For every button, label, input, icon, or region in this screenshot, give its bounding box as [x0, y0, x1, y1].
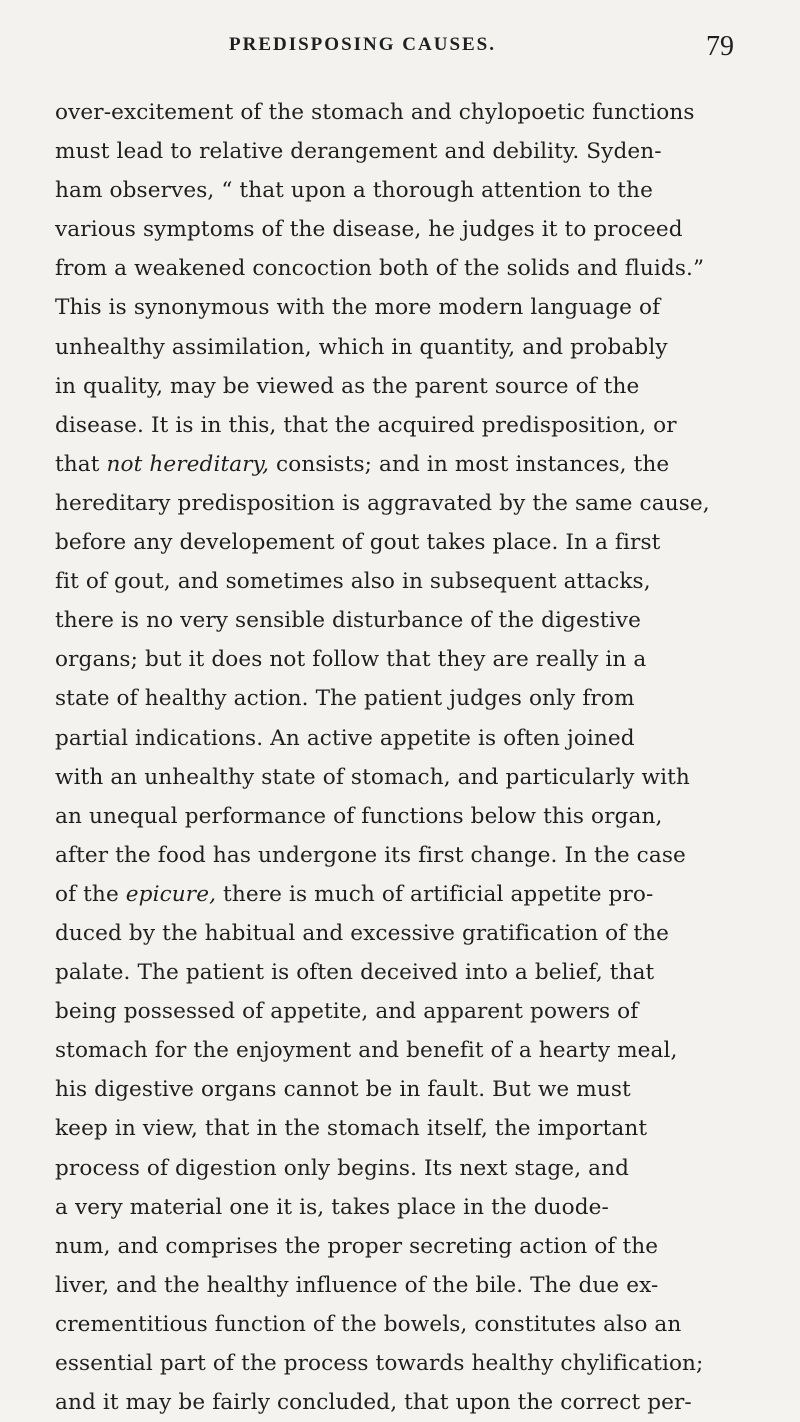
text-line: and it may be fairly concluded, that upon the correct per-	[55, 1390, 692, 1416]
italic-phrase: not hereditary,	[106, 451, 270, 477]
text-line: various symptoms of the disease, he judges it to proceed	[55, 217, 683, 243]
text-line: disease. It is in this, that the acquired predisposition, or	[55, 412, 677, 438]
text-line: must lead to relative derangement and debility. Syden-	[55, 139, 662, 165]
text-line: unhealthy assimilation, which in quantity, and probably	[55, 334, 668, 360]
text-line	[55, 875, 770, 914]
text-line: num, and comprises the proper secreting action of the	[55, 1233, 659, 1259]
text-line: crementitious function of the bowels, constitutes also an	[55, 1311, 682, 1337]
running-head: PREDISPOSING CAUSES.	[229, 34, 496, 55]
line-segment: consists; and in most instances, the	[269, 451, 670, 477]
text-line: keep in view, that in the stomach itself, the important	[55, 1116, 648, 1142]
text-line: hereditary predisposition is aggravated by the same cause,	[55, 490, 710, 516]
text-line: state of healthy action. The patient judges only from	[55, 686, 635, 712]
text-line: stomach for the enjoyment and benefit of a hearty meal,	[55, 1038, 678, 1064]
text-line: from a weakened concoction both of the solids and fluids.”	[55, 256, 705, 282]
text-line: palate. The patient is often deceived into a belief, that	[55, 960, 655, 986]
text-line: an unequal performance of functions below this organ,	[55, 803, 663, 829]
text-line: before any developement of gout takes place. In a first	[55, 530, 661, 556]
text-line: duced by the habitual and excessive gratification of the	[55, 920, 669, 946]
line-segment: of the	[55, 881, 126, 907]
text-line: process of digestion only begins. Its next stage, and	[55, 1155, 630, 1181]
line-segment: there is much of artificial appetite pro-	[216, 881, 654, 907]
text-line: over-excitement of the stomach and chylopoetic functions	[55, 100, 695, 125]
text-line: his digestive organs cannot be in fault. But we must	[55, 1077, 631, 1103]
text-line: being possessed of appetite, and apparent powers of	[55, 999, 639, 1025]
text-line: in quality, may be viewed as the parent source of the	[55, 373, 640, 399]
italic-phrase: epicure,	[125, 881, 217, 907]
text-line: there is no very sensible disturbance of the digestive	[55, 608, 641, 634]
text-line: ham observes, “ that upon a thorough attention to the	[55, 178, 653, 204]
body-text	[55, 93, 770, 1422]
text-line: partial indications. An active appetite is often joined	[55, 725, 635, 751]
text-line: fit of gout, and sometimes also in subsequent attacks,	[55, 569, 651, 595]
text-line: essential part of the process towards healthy chylification;	[55, 1351, 704, 1376]
text-line	[55, 445, 770, 484]
text-line: after the food has undergone its first change. In the case	[55, 842, 686, 868]
text-line: a very material one it is, takes place in the duode-	[55, 1194, 609, 1220]
line-segment: that	[55, 451, 107, 477]
text-line: with an unhealthy state of stomach, and particularly with	[55, 764, 690, 790]
text-line: organs; but it does not follow that they are really in a	[55, 647, 647, 673]
text-line: liver, and the healthy influence of the bile. The due ex-	[55, 1272, 659, 1298]
text-line: This is synonymous with the more modern language of	[55, 295, 661, 321]
page-number: 79	[706, 31, 734, 62]
